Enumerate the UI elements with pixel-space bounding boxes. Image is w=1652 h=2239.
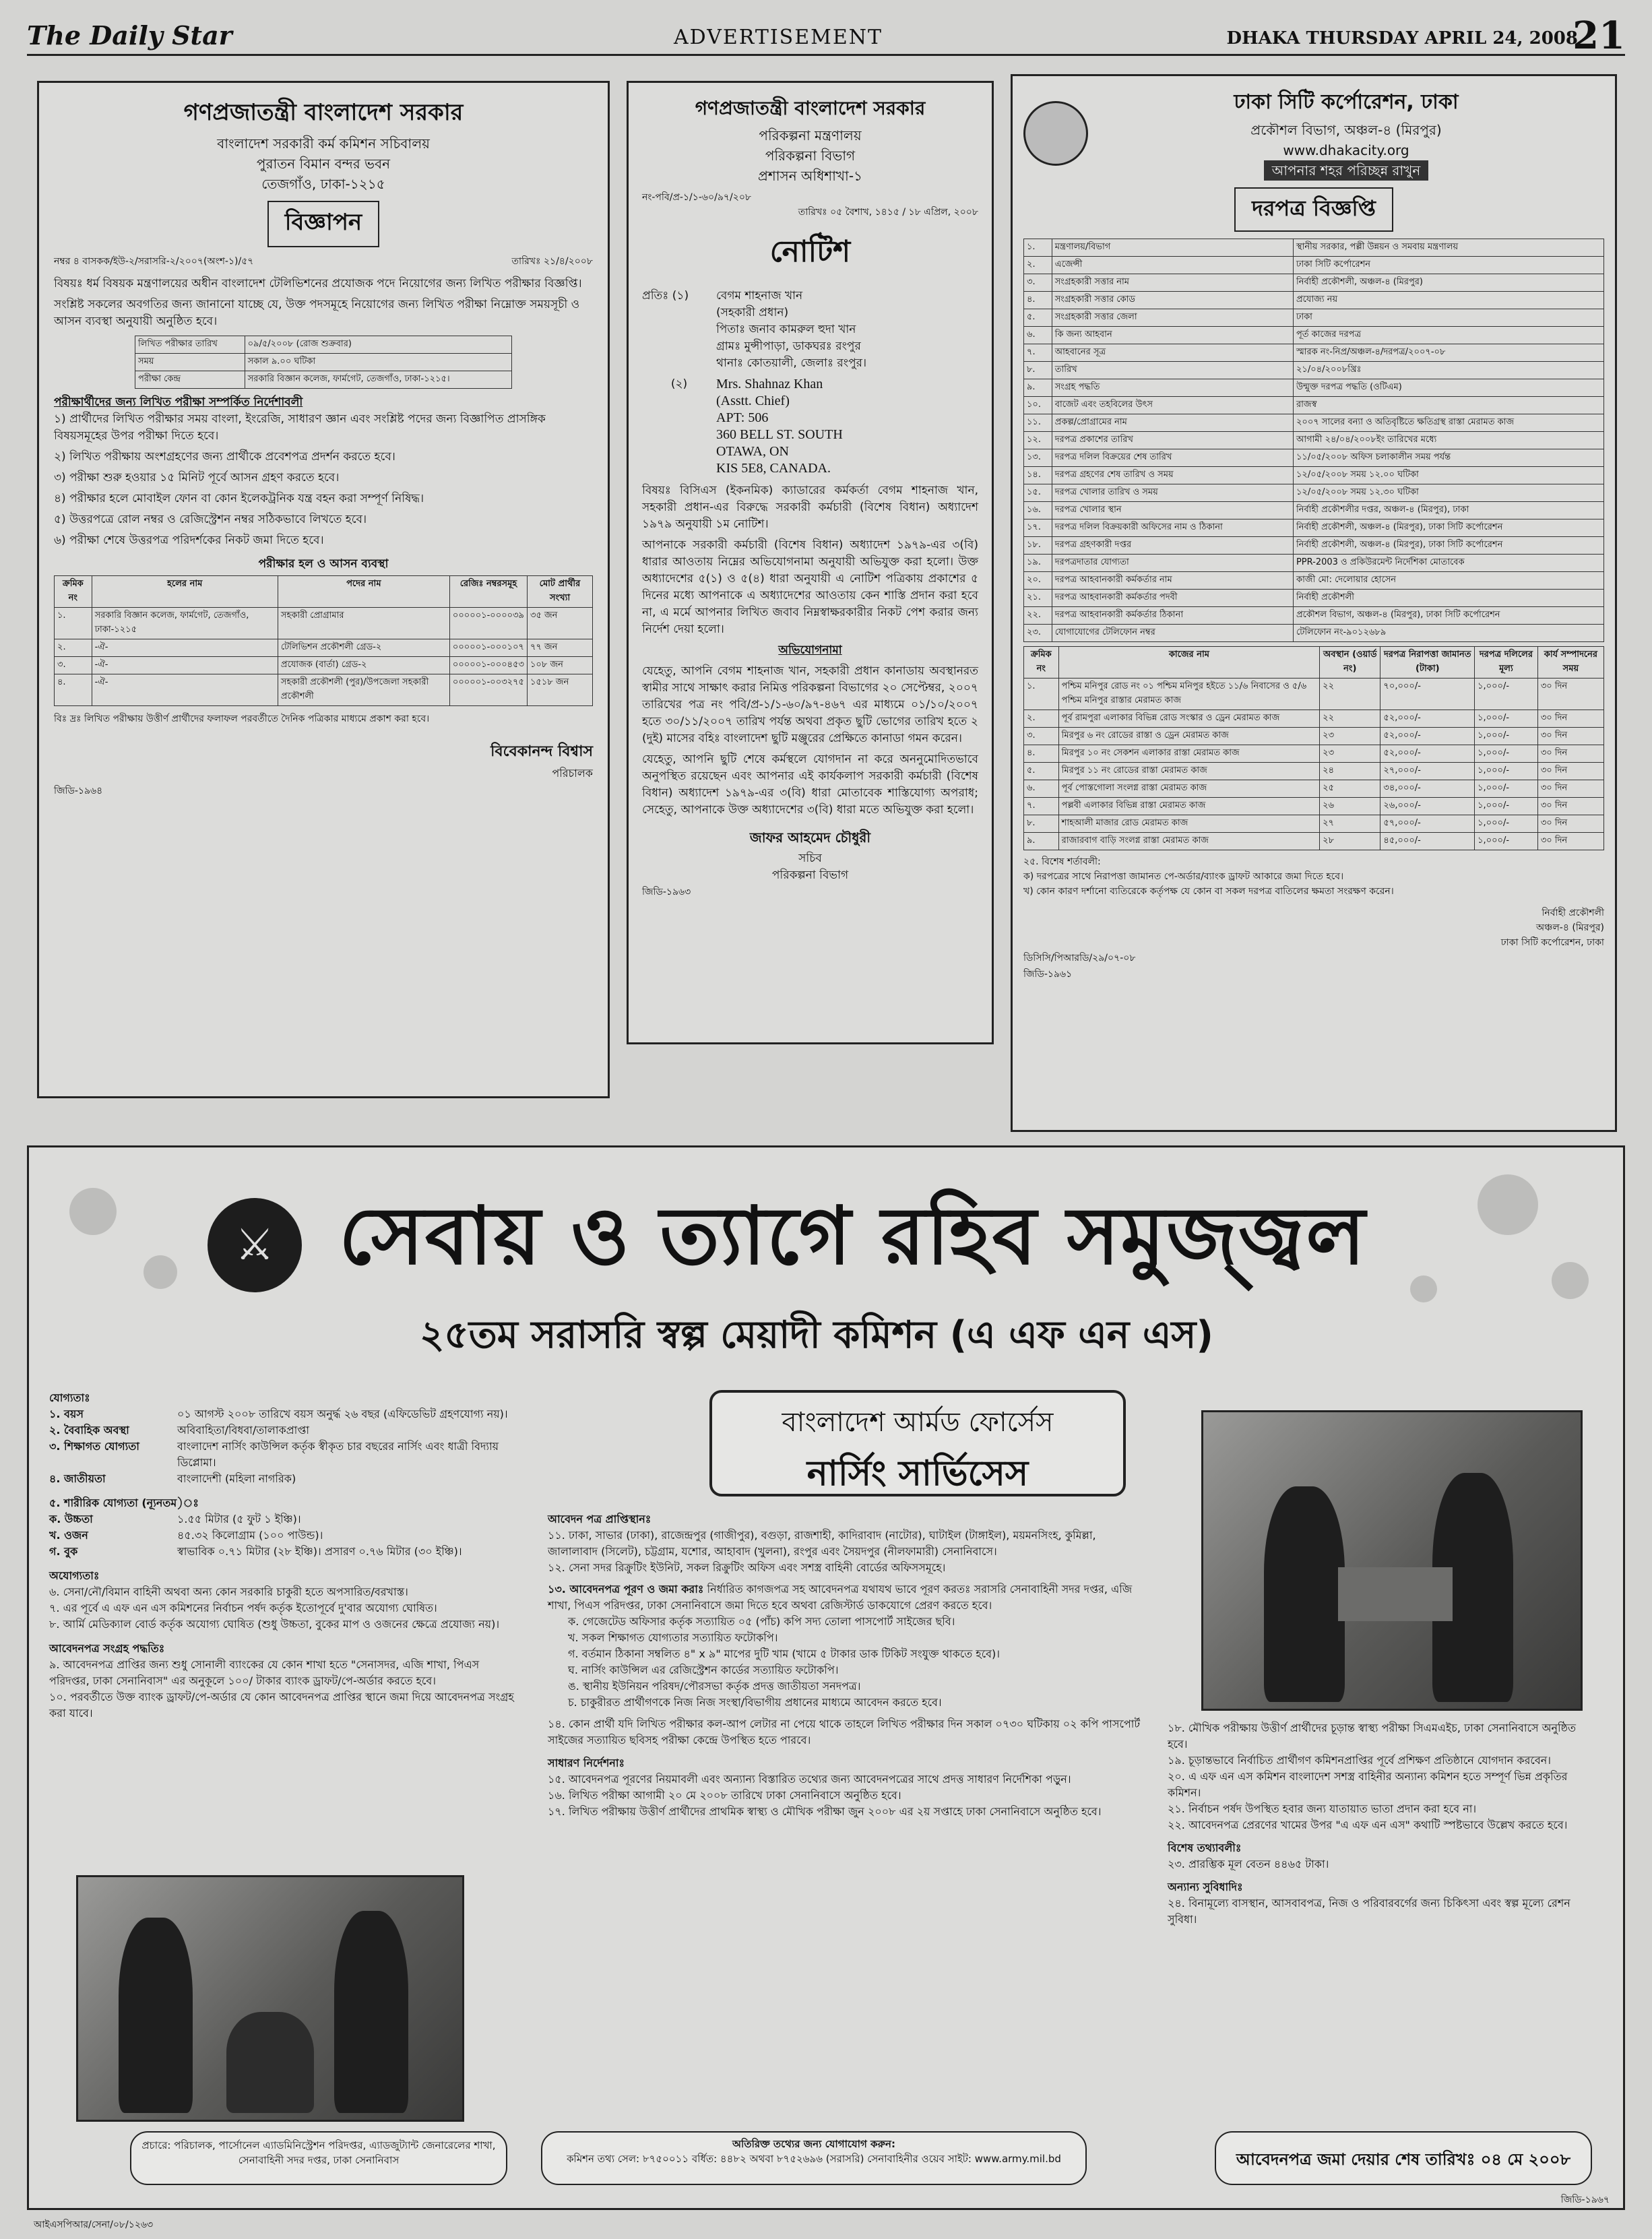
table-row: ১. পশ্চিম মনিপুর রোড নং ০১ পশ্চিম মনিপুর হইতে ১১/৬ নিবাসের ও ৫/৬ পশ্চিম মনিপুর রাস্তার মেরামত কাজ ২২ ৭০,০০০/- ১,০০০/- ৩০ দিন xyxy=(1024,679,1604,710)
commission-subtitle: ২৫তম সরাসরি স্বল্প মেয়াদী কমিশন (এ এফ এন এস) xyxy=(420,1313,1214,1357)
info-row: ৪. সংগ্রহকারী সত্তার কোড প্রযোজ্য নয় xyxy=(1024,292,1604,309)
recipient-line: (সহকারী প্রধান) xyxy=(716,306,789,319)
disq-item: ৬. সেনা/নৌ/বিমান বাহিনী অথবা অন্য কোন সরকারি চাকুরী হতে অপসারিত/বরখাস্ত। xyxy=(49,1585,408,1598)
notes-line: খ) কোন কারণ দর্শানো ব্যতিরেকে কর্তৃপক্ষ যে কোন বা সকল দরপত্র বাতিলের ক্ষমতা সংরক্ষণ করেন। xyxy=(1023,886,1394,897)
info-row: ৮. তারিখ ২১/০৪/২০০৮খ্রিঃ xyxy=(1024,362,1604,379)
nurses-at-work-photo xyxy=(1201,1410,1583,1711)
doc-item: ঘ. নার্সিং কাউন্সিল এর রেজিস্ট্রেশন কার্ডের সত্যায়িত ফটোকপি। xyxy=(568,1664,839,1676)
special-title: বিশেষ তথ্যাবলীঃ xyxy=(1168,1841,1242,1854)
notice-heading: নোটিশ xyxy=(769,234,851,269)
schedule-label: পরীক্ষা কেন্দ্র xyxy=(135,371,245,389)
eligibility-title: যোগ্যতাঃ xyxy=(49,1391,90,1404)
info-row: ১. মন্ত্রণালয়/বিভাগ স্থানীয় সরকার, পল্লী উন্নয়ন ও সমবায় মন্ত্রণালয় xyxy=(1024,239,1604,257)
dateline: DHAKA THURSDAY APRIL 24, 2008 xyxy=(1226,28,1578,49)
signer-title: সচিব xyxy=(798,852,822,865)
masthead xyxy=(27,13,1625,56)
notes-line: ২৫. বিশেষ শর্তাবলী: xyxy=(1023,856,1101,867)
instruction-item: ৬) পরীক্ষা শেষে উত্তরপত্র পরিদর্শকের নিকট জমা দিতে হবে। xyxy=(54,534,324,547)
right-item: ১৮. মৌখিক পরীক্ষায় উত্তীর্ণ প্রার্থীদের চূড়ান্ত স্বাস্থ্য পরীক্ষা সিএমএইচ, ঢাকা সেনানিবাসে অনুষ্ঠিত হবে। xyxy=(1168,1722,1577,1751)
army-emblem-icon: ⚔ xyxy=(208,1198,302,1292)
nurses-with-patient-photo xyxy=(76,1875,464,2122)
eligibility-row: ৪. জাতীয়তা বাংলাদেশী (মহিলা নাগরিক) xyxy=(49,1472,296,1485)
places-title: আবেদন পত্র প্রাপ্তিস্থানঃ xyxy=(548,1513,652,1525)
dept-name: প্রকৌশল বিভাগ, অঞ্চল-৪ (মিরপুর) xyxy=(1250,122,1442,138)
memo-date: তারিখঃ ২১/৪/২০০৮ xyxy=(511,256,593,267)
right-column xyxy=(1168,1720,1599,1928)
eligibility-row: ৩. শিক্ষাগত যোগ্যতা বাংলাদেশ নার্সিং কাউন্সিল কর্তৃক স্বীকৃত চার বছরের নার্সিং এবং ধাত্রী বিদ্যায় ডিপ্লোমা। xyxy=(49,1440,499,1469)
table-row: ৯. রাজারবাগ বাড়ি সংলগ্ন রাস্তা মেরামত কাজ ২৮ ৪৫,০০০/- ১,০০০/- ৩০ দিন xyxy=(1024,833,1604,850)
instruction-item: ২) লিখিত পরীক্ষায় অংশগ্রহণের জন্য প্রার্থীকে প্রবেশপত্র প্রদর্শন করতে হবে। xyxy=(54,450,395,464)
ispr-code: আইএসপিআর/সেনা/০৮/১২৬৩ xyxy=(34,2219,154,2230)
collect-title: আবেদনপত্র সংগ্রহ পদ্ধতিঃ xyxy=(49,1642,165,1655)
website: www.dhakacity.org xyxy=(1283,142,1409,158)
table-row: ৪. -ঐ- সহকারী প্রকৌশলী (পুর)/উপজেলা সহকারী প্রকৌশলী ০০০০০১-০০৩২৭৫ ১৫১৮ জন xyxy=(55,674,593,706)
benefits-title: অন্যান্য সুবিধাদিঃ xyxy=(1168,1881,1243,1893)
table-row: ৮. শাহআলী মাজার রোড মেরামত কাজ ২৭ ৫৭,০০০/- ১,০০০/- ৩০ দিন xyxy=(1024,815,1604,833)
notice-heading: দরপত্র বিজ্ঞপ্তি xyxy=(1234,187,1393,232)
gd-code: জিডি-১৯৬৭ xyxy=(1560,2195,1610,2205)
govt-title: গণপ্রজাতন্ত্রী বাংলাদেশ সরকার xyxy=(183,99,464,126)
special-text: ২৩. প্রারম্ভিক মূল বেতন ৪৪৬৫ টাকা। xyxy=(1168,1858,1329,1870)
info-row: ১৮. দরপত্র গ্রহণকারী দপ্তর নির্বাহী প্রকৌশলী, অঞ্চল-৪ (মিরপুর), ঢাকা সিটি কর্পোরেশন xyxy=(1024,537,1604,555)
recipient-line: পিতাঃ জনাব কামরুল হুদা খান xyxy=(716,323,856,336)
info-row: ৩. সংগ্রহকারী সত্তার নাম নির্বাহী প্রকৌশলী, অঞ্চল-৪ (মিরপুর) xyxy=(1024,274,1604,292)
body-para: বিষয়ঃ ধর্ম বিষয়ক মন্ত্রণালয়ের অধীন বাংলাদেশ টেলিভিশনের প্রযোজক পদে নিয়োগের জন্য লিখিত পরীক্ষার বিজ্ঞপ্তি। xyxy=(54,277,582,290)
recipient-line: KIS 5E8, CANADA. xyxy=(716,461,831,476)
schedule-label: লিখিত পরীক্ষার তারিখ xyxy=(135,336,245,354)
schedule-value: সরকারি বিজ্ঞান কলেজ, ফার্মগেট, তেজগাঁও, ঢাকা-১২১৫। xyxy=(245,371,511,389)
recipient-line: গ্রামঃ মুন্সীপাড়া, ডাকঘরঃ রংপুর xyxy=(716,340,861,353)
schedule-value: ০৯/৫/২০০৮ (রোজ শুক্রবার) xyxy=(245,336,511,354)
right-item: ২২. আবেদনপত্র প্রেরণের খামের উপর "এ এফ এন এস" কথাটি স্পষ্টভাবে উল্লেখ করতে হবে। xyxy=(1168,1819,1568,1831)
memo-date: তারিখঃ ০৫ বৈশাখ, ১৪১৫ / ১৮ এপ্রিল, ২০০৮ xyxy=(798,207,978,218)
recipient-block-english xyxy=(642,376,978,477)
physical-row: ক. উচ্চতা ১.৫৫ মিটার (৫ ফুট ১ ইঞ্চি)। xyxy=(49,1513,301,1525)
recipient-line: বেগম শাহনাজ খান xyxy=(716,289,803,303)
contact-title: অতিরিক্ত তথ্যের জন্য যোগাযোগ করুন: xyxy=(732,2138,895,2150)
right-item: ২১. নির্বাচন পর্ষদ উপস্থিত হবার জন্য যাতায়াত ভাতা প্রদান করা হবে না। xyxy=(1168,1802,1477,1815)
info-row: ৯. সংগ্রহ পদ্ধতি উন্মুক্ত দরপত্র পদ্ধতি (ওটিএম) xyxy=(1024,379,1604,397)
general-title: সাধারণ নির্দেশনাঃ xyxy=(548,1757,625,1769)
seat-table-title: পরীক্ষার হল ও আসন ব্যবস্থা xyxy=(258,557,389,571)
table-row: ১. সরকারি বিজ্ঞান কলেজ, ফার্মগেট, তেজগাঁও, ঢাকা-১২১৫ সহকারী প্রোগ্রামার ০০০০০১-০০০০৩৯ ৩৫ জন xyxy=(55,608,593,639)
collect-item: ১০. পরবর্তীতে উক্ত ব্যাংক ড্রাফট/পে-অর্ডার যে কোন আবেদনপত্র প্রাপ্তির স্থানে জমা দিয়ে আবেদনপত্র সংগ্রহ করা যাবে। xyxy=(49,1691,514,1720)
info-row: ২১. দরপত্র আহবানকারী কর্মকর্তার পদবী নির্বাহী প্রকৌশলী xyxy=(1024,590,1604,607)
psc-notice xyxy=(37,81,610,1098)
ministry-name: পরিকল্পনা মন্ত্রণালয় xyxy=(759,127,862,144)
info-row: ২২. দরপত্র আহবানকারী কর্মকর্তার ঠিকানা প্রকৌশল বিভাগ, অঞ্চল-৪ (মিরপুর), ঢাকা সিটি কর্পোরেশন xyxy=(1024,607,1604,625)
doc-item: খ. সকল শিক্ষাগত যোগ্যতার সত্যায়িত ফটোকপি। xyxy=(568,1631,778,1644)
city-slogan: আপনার শহর পরিচ্ছন্ন রাখুন xyxy=(1264,160,1429,181)
signer-org: ঢাকা সিটি কর্পোরেশন, ঢাকা xyxy=(1500,937,1604,948)
schedule-value: সকাল ৯.০০ ঘটিকা xyxy=(245,354,511,371)
section-label: ADVERTISEMENT xyxy=(674,26,883,49)
info-row: ১৬. দরপত্র খোলার স্থান নির্বাহী প্রকৌশলীর দপ্তর, অঞ্চল-৪ (মিরপুর), ঢাকা xyxy=(1024,502,1604,519)
info-row: ১৪. দরপত্র গ্রহণের শেষ তারিখ ও সময় ১২/০৫/২০০৮ সময় ১২.০০ ঘটিকা xyxy=(1024,467,1604,484)
doc-item: ঙ. স্থানীয় ইউনিয়ন পরিষদ/পৌরসভা কর্তৃক প্রদত্ত জাতীয়তা সনদপত্র। xyxy=(568,1680,861,1693)
dcc-seal-icon xyxy=(1023,101,1088,166)
dcc-tender-notice xyxy=(1011,74,1617,1132)
signer-title: নির্বাহী প্রকৌশলী xyxy=(1542,908,1604,918)
info-row: ২. এজেন্সী ঢাকা সিটি কর্পোরেশন xyxy=(1024,257,1604,274)
signer-title: পরিচালক xyxy=(552,767,593,780)
general-item: ১৫. আবেদনপত্র পূরণের নিয়মাবলী এবং অন্যান্য বিস্তারিত তথ্যের জন্য আবেদনপত্রের সাথে প্রদত্ত সাধারণ নির্দেশিকা পড়ুন। xyxy=(548,1773,1071,1786)
seat-table: ক্রমিক নং হলের নাম পদের নাম রেজিঃ নম্বরসমূহ মোট প্রার্থীর সংখ্যা ১. সরকারি বিজ্ঞান কলেজ, ফার্মগেট, তেজগাঁও, ঢাকা-১২১৫ সহকারী প্রোগ্রামার ০০০০০১-০০০০৩৯ ৩৫ জন ২. -ঐ- টেলিভিশন প্রকৌশলী গ্রেড-২ ০০০০০১-০০০১০৭ ৭৭ জন ৩. -ঐ- প্রযোজক (বার্তা) গ্রেড-২ ০০০০০১-০০০৪৫৩ ১০৮ জন ৪. -ঐ- সহকারী প্রকৌশলী (পুর)/উপজেলা সহকারী প্রকৌশলী ০০০০০১-০০৩২৭৫ ১৫১৮ জন xyxy=(54,575,593,706)
submit-text: নির্ধারিত কাগজপত্র সহ আবেদনপত্র যথাযথ ভাবে পূরণ করতঃ সরাসরি সেনাবাহিনী সদর দপ্তর, এজি শাখা, পিএস পরিদপ্তর, ঢাকা সেনানিবাসে জমা দিতে হবে অথবা রেজিস্টার্ড ডাকযোগে প্রেরণ করতে হবে। xyxy=(548,1583,1133,1612)
right-item: ২০. এ এফ এন এস কমিশন বাংলাদেশ সশস্ত্র বাহিনীর অন্যান্য কমিশন হতে সম্পূর্ণ ভিন্ন প্রকৃতির কমিশন। xyxy=(1168,1770,1568,1799)
service-line-2: নার্সিং সার্ভিসেস xyxy=(806,1453,1029,1494)
planning-notice xyxy=(627,81,994,1044)
tender-info-table xyxy=(1023,239,1604,642)
nursing-service-box xyxy=(709,1390,1126,1496)
subject: বিষয়ঃ বিসিএস (ইকনমিক) ক্যাডারের কর্মকর্তা বেগম শাহনাজ খান, সহকারী প্রধান-এর বিরুদ্ধে সরকারী কর্মচারী (বিশেষ বিধান) অধ্যাদেশ ১৯৭৯ অনুযায়ী ১ম নোটিশ। xyxy=(642,484,978,531)
exam-schedule xyxy=(135,336,512,389)
org-name: ঢাকা সিটি কর্পোরেশন, ঢাকা xyxy=(1234,90,1459,114)
office-address: তেজগাঁও, ঢাকা-১২১৫ xyxy=(261,176,385,192)
deadline-strip: আবেদনপত্র জমা দেয়ার শেষ তারিখঃ ০৪ মে ২০০৮ xyxy=(1215,2131,1592,2185)
info-row: ১০. বাজেট এবং তহবিলের উৎস রাজস্ব xyxy=(1024,397,1604,414)
contact-text: কমিশন তথ্য সেল: ৮৭৫০০১১ বর্ধিত: ৪৪৮২ অথবা ৮৭৫২৬৯৬ (সরাসরি) সেনাবাহিনীর ওয়েব সাইট: www.army.mil.bd xyxy=(567,2153,1061,2165)
gd-code: জিডি-১৯৬১ xyxy=(1023,969,1073,980)
newspaper-logo: The Daily Star xyxy=(27,20,232,51)
recipient-line: থানাঃ কোতয়ালী, জেলাঃ রংপুর। xyxy=(716,356,867,370)
item-14: ১৪. কোন প্রার্থী যদি লিখিত পরীক্ষার কল-আপ লেটার না পেয়ে থাকে তাহলে লিখিত পরীক্ষার দিন সকাল ০৭৩০ ঘটিকায় ০২ কপি পাসপোর্ট সাইজের সত্যায়িত ছবিসহ পরীক্ষা কেন্দ্রে উপস্থিত হতে পারবে। xyxy=(548,1717,1141,1746)
memo-number: নম্বর ৪ বাসকক/ইউ-২/সরাসরি-২/২০০৭(অংশ-১)/৫৭ xyxy=(54,256,254,267)
recipient-line: OTAWA, ON xyxy=(716,444,789,459)
instruction-item: ৩) পরীক্ষা শুরু হওয়ার ১৫ মিনিট পূর্বে আসন গ্রহণ করতে হবে। xyxy=(54,471,340,484)
table-row: ৫. মিরপুর ১১ নং রোডের রাস্তা মেরামত কাজ ২৪ ২৭,০০০/- ১,০০০/- ৩০ দিন xyxy=(1024,763,1604,780)
submit-title: ১৩. আবেদনপত্র পূরণ ও জমা করাঃ xyxy=(548,1583,704,1596)
info-row: ১৭. দরপত্র দলিল বিক্রয়কারী অফিসের নাম ও ঠিকানা নির্বাহী প্রকৌশলী, অঞ্চল-৪ (মিরপুর), ঢাকা সিটি কর্পোরেশন xyxy=(1024,519,1604,537)
doc-item: ক. গেজেটেড অফিসার কর্তৃক সত্যায়িত ০৫ (পাঁচ) কপি সদ্য তোলা পাসপোর্ট সাইজের ছবি। xyxy=(568,1615,955,1628)
place-item: ১২. সেনা সদর রিক্রুটিং ইউনিট, সকল রিক্রুটিং অফিস এবং সশস্ত্র বাহিনী বোর্ডের অফিসসমূহে। xyxy=(548,1561,946,1574)
general-item: ১৭. লিখিত পরীক্ষায় উত্তীর্ণ প্রার্থীদের প্রাথমিক স্বাস্থ্য ও মৌখিক পরীক্ষা জুন ২০০৮ এর ২য় সপ্তাহে ঢাকা সেনানিবাসে অনুষ্ঠিত হবে। xyxy=(548,1805,1102,1818)
physical-row: গ. বুক স্বাভাবিক ০.৭১ মিটার (২৮ ইঞ্চি)। প্রসারণ ০.৭৬ মিটার (৩০ ইঞ্চি)। xyxy=(49,1545,462,1558)
recipient-line: Mrs. Shahnaz Khan xyxy=(716,377,823,391)
recipient-line: (Asstt. Chief) xyxy=(716,393,790,408)
eligibility-row: ১. বয়স ০১ আগস্ট ২০০৮ তারিখে বয়স অনুর্দ্ধ ২৬ বছর (এফিডেভিট গ্রহণযোগ্য নয়)। xyxy=(49,1408,508,1420)
army-nursing-ad xyxy=(27,1145,1625,2210)
body-para: সংশ্লিষ্ট সকলের অবগতির জন্য জানানো যাচ্ছে যে, উক্ত পদসমূহে নিয়োগের জন্য লিখিত পরীক্ষা নিম্নোক্ত সময়সূচী ও আসন ব্যবস্থা অনুযায়ী অনুষ্ঠিত হবে। xyxy=(54,298,580,328)
signer-dept: অঞ্চল-৪ (মিরপুর) xyxy=(1536,922,1604,933)
info-row: ১২. দরপত্র প্রকাশের তারিখ আগামী ২৪/০৪/২০০৮ইং তারিখের মধ্যে xyxy=(1024,432,1604,449)
table-row: ৭. পল্লবী এলাকার বিভিন্ন রাস্তা মেরামত কাজ ২৬ ২৬,০০০/- ১,০০০/- ৩০ দিন xyxy=(1024,798,1604,815)
govt-title: গণপ্রজাতন্ত্রী বাংলাদেশ সরকার xyxy=(695,97,926,119)
disq-item: ৮. আর্মি মেডিক্যাল বোর্ড কর্তৃক অযোগ্য ঘোষিত (শুধু উচ্চতা, বুকের মাপ ও ওজনের ক্ষেত্রে প্রযোজ্য নয়)। xyxy=(49,1618,500,1631)
place-item: ১১. ঢাকা, সাভার (ঢাকা), রাজেন্দ্রপুর (গাজীপুর), বগুড়া, রাজশাহী, কাদিরাবাদ (নাটোর), ঘাটাইল (টাঙ্গাইল), ময়মনসিংহ, কুমিল্লা, জালালাবাদ (সিলেট), চট্টগ্রাম, যশোর, আহাবাদ (খুলনা), রংপুর এবং সৈয়দপুর (নীলফামারী) সেনানিবাসে। xyxy=(548,1529,1096,1558)
signer-dept: পরিকল্পনা বিভাগ xyxy=(771,869,849,882)
general-item: ১৬. লিখিত পরীক্ষা আগামী ২০ মে ২০০৮ তারিখে ঢাকা সেনানিবাসে অনুষ্ঠিত হবে। xyxy=(548,1789,901,1802)
instructions-list xyxy=(54,411,593,549)
disq-item: ৭. এর পূর্বে এ এফ এন এস কমিশনের নির্বাচন পর্ষদ কর্তৃক ইতোপূর্বে দু'বার অযোগ্য ঘোষিত। xyxy=(49,1602,437,1614)
eligibility-row: ২. বৈবাহিক অবস্থা অবিবাহিতা/বিধবা/তালাকপ্রাপ্তা xyxy=(49,1424,310,1437)
gd-code: জিডি-১৯৬৩ xyxy=(642,887,691,897)
info-row: ৫. সংগ্রহকারী সত্তার জেলা ঢাকা xyxy=(1024,309,1604,327)
charges-title: অভিযোগনামা xyxy=(778,643,842,657)
benefits-text: ২৪. বিনামূল্যে বাসস্থান, আসবাবপত্র, নিজ ও পরিবারবর্গের জন্য চিকিৎসা এবং স্বল্প মূল্যে রেশন সুবিধা। xyxy=(1168,1897,1570,1926)
info-row: ৬. কি জন্য আহবান পূর্ত কাজের দরপত্র xyxy=(1024,327,1604,344)
office-name: বাংলাদেশ সরকারী কর্ম কমিশন সচিবালয় xyxy=(217,135,430,152)
disqualification-title: অযোগ্যতাঃ xyxy=(49,1569,100,1582)
contact-strip xyxy=(541,2131,1087,2185)
info-row: ৭. আহবানের সূত্র স্মারক নং-নিপ্র/অঞ্চল-৪/দরপত্র/২০০৭-০৮ xyxy=(1024,344,1604,362)
table-row: ২. -ঐ- টেলিভিশন প্রকৌশলী গ্রেড-২ ০০০০০১-০০০১০৭ ৭৭ জন xyxy=(55,639,593,657)
body-para: যেহেতু, আপনি বেগম শাহনাজ খান, সহকারী প্রধান কানাডায় অবস্থানরত স্বামীর সাথে সাক্ষাৎ করার নিমিত্ত পরিকল্পনা বিভাগের ২০ সেপ্টেম্বর, ২০০৭ তারিখের পত্র নং পবি/প্র-১/১-৬০/৯৭-৪৬৭ এর মাধ্যমে ০১/১০/২০০৭ হতে ৩০/১১/২০০৭ তারিখ পর্যন্ত অথবা প্রকৃত ছুটি ভোগের তারিখ হতে ২ (দুই) মাসের বহিঃ বাংলাদেশ ছুটি মঞ্জুরের প্রেক্ষিতে কানাডা গমন করেন। xyxy=(642,664,978,745)
body-para: যেহেতু, আপনি ছুটি শেষে কর্মস্থলে যোগদান না করে অননুমোদিতভাবে অনুপস্থিত রয়েছেন এবং আপনার এই কার্যকলাপ সরকারী কর্মচারী (বিশেষ বিধান) অধ্যাদেশ ১৯৭৯-এর ৩(বি) ধারা মোতাবেক শাস্তিযোগ্য অপরাধ; সেহেতু, আপনাকে উক্ত অধ্যাদেশের ৩(বি) ধারা মতে অভিযুক্ত করা হলো। xyxy=(642,753,978,817)
body-para: আপনাকে সরকারী কর্মচারী (বিশেষ বিধান) অধ্যাদেশ ১৯৭৯-এর ৩(বি) ধারার আওতায় নিম্নের অভিযোগনামা অনুযায়ী অভিযুক্ত করা হলো। উক্ত অধ্যাদেশের ৫(১) ও ৫(৪) ধারা অনুযায়ী এ নোটিশ পত্রিকায় প্রকাশের ৫ দিনের মধ্যে আপনাকে এ অধ্যাদেশের আওতায় কেন শাস্তি প্রদান করা হবে না, এ মর্মে আপনার লিখিত জবাব নিম্নস্বাক্ষরকারীর নিকট পেশ করার জন্য নির্দেশ দেয়া হলো। xyxy=(642,538,978,636)
signer-name: বিবেকানন্দ বিশ্বাস xyxy=(490,743,593,760)
left-column xyxy=(49,1390,521,1722)
info-row: ১৩. দরপত্র দলিল বিক্রয়ের শেষ তারিখ ১১/০৫/২০০৮ অফিস চলাকালীন সময় পর্যন্ত xyxy=(1024,449,1604,467)
info-row: ২০. দরপত্র আহবানকারী কর্মকর্তার নাম কাজী মো: দেলোয়ার হোসেন xyxy=(1024,572,1604,590)
table-row: ২. পূর্ব রামপুরা এলাকার বিভিন্ন রোড সংস্কার ও ড্রেন মেরামত কাজ ২২ ৫২,০০০/- ১,০০০/- ৩০ দিন xyxy=(1024,710,1604,728)
table-row: ৩. মিরপুর ৬ নং রোডের রাস্তা ও ড্রেন মেরামত কাজ ২৩ ৫২,০০০/- ১,০০০/- ৩০ দিন xyxy=(1024,728,1604,745)
physical-title: ৫. শারীরিক যোগ্যতা (ন্যূনতম)ঃ xyxy=(49,1496,199,1509)
instructions-title: পরীক্ষার্থীদের জন্য লিখিত পরীক্ষা সম্পর্কিত নির্দেশাবলী xyxy=(54,396,303,409)
schedule-label: সময় xyxy=(135,354,245,371)
info-row: ২৩. যোগাযোগের টেলিফোন নম্বর টেলিফোন নং-৯০১২৬৮৯ xyxy=(1024,625,1604,642)
branch-name: প্রশাসন অধিশাখা-১ xyxy=(757,168,863,184)
info-row: ১৯. দরপত্রদাতার যোগ্যতা PPR-2003 ও প্রকিউরমেন্ট নির্দেশিকা মোতাবেক xyxy=(1024,555,1604,572)
table-row: ৪. মিরপুর ১০ নং সেকশন এলাকার রাস্তা মেরামত কাজ ২৩ ৫২,০০০/- ১,০০০/- ৩০ দিন xyxy=(1024,745,1604,763)
middle-column xyxy=(548,1511,1141,1820)
footnote: বিঃ দ্রঃ লিখিত পরীক্ষায় উত্তীর্ণ প্রার্থীদের ফলাফল পরবর্তীতে দৈনিক পত্রিকার মাধ্যমে প্রকাশ করা হবে। xyxy=(54,714,430,724)
page-number: 21 xyxy=(1572,13,1625,58)
table-row: ৬. পূর্ব পোস্তগোলা সংলগ্ন রাস্তা মেরামত কাজ ২৫ ৩৪,০০০/- ১,০০০/- ৩০ দিন xyxy=(1024,780,1604,798)
instruction-item: ৫) উত্তরপত্রে রোল নম্বর ও রেজিস্ট্রেশন নম্বর সঠিকভাবে লিখতে হবে। xyxy=(54,513,367,526)
service-line-1: বাংলাদেশ আর্মড ফোর্সেস xyxy=(782,1407,1054,1438)
signer-name: জাফর আহমেদ চৌধুরী xyxy=(749,829,871,846)
gd-code: জিডি-১৯৬৪ xyxy=(54,786,103,796)
recipient-block xyxy=(642,288,978,372)
doc-item: গ. বর্তমান ঠিকানা সম্বলিত ৪" x ৯" মাপের দুটি খাম (খামে ৫ টাকার ডাক টিকিট সংযুক্ত থাকতে হবে)। xyxy=(568,1647,1000,1660)
info-row: ১১. প্রকল্প/প্রোগ্রামের নাম ২০০৭ সালের বন্যা ও অতিবৃষ্টিতে ক্ষতিগ্রস্থ রাস্তা মেরামত কাজ xyxy=(1024,414,1604,432)
division-name: পরিকল্পনা বিভাগ xyxy=(765,148,856,164)
building-name: পুরাতন বিমান বন্দর ভবন xyxy=(256,156,391,172)
ref-code: ডিসিসি/পিআরডি/২৯/০৭-০৮ xyxy=(1023,953,1136,964)
memo-number: নং-পবি/প্র-১/১-৬০/৯৭/২০৮ xyxy=(642,192,752,203)
instruction-item: ১) প্রার্থীদের লিখিত পরীক্ষার সময় বাংলা, ইংরেজি, সাধারণ জ্ঞান এবং সংশ্লিষ্ট পদের জন্য বিজ্ঞাপিত প্রাসঙ্গিক বিষয়সমূহের উপর পরীক্ষা দিতে হবে। xyxy=(54,412,546,443)
right-item: ১৯. চূড়ান্তভাবে নির্বাচিত প্রার্থীগণ কমিশনপ্রাপ্তির পূর্বে প্রশিক্ষণ প্রতিষ্ঠানে যোগদান করবেন। xyxy=(1168,1754,1552,1767)
work-table: ক্রমিক নং কাজের নাম অবস্থান (ওয়ার্ড নং) দরপত্র নিরাপত্তা জামানত (টাকা) দরপত্র দলিলের মূল্য কার্য সম্পাদনের সময় ১. পশ্চিম মনিপুর রোড নং ০১ পশ্চিম মনিপুর হইতে ১১/৬ নিবাসের ও ৫/৬ পশ্চিম মনিপুর রাস্তার মেরামত কাজ ২২ ৭০,০০০/- ১,০০০/- ৩০ দিন ২. পূর্ব রামপুরা এলাকার বিভিন্ন রোড সংস্কার ও ড্রেন মেরামত কাজ ২২ ৫২,০০০/- ১,০০০/- ৩০ দিন ৩. মিরপুর ৬ নং রোডের রাস্তা ও ড্রেন মেরামত কাজ ২৩ ৫২,০০০/- ১,০০০/- ৩০ দিন ৪. মিরপুর ১০ নং সেকশন এলাকার রাস্তা মেরামত কাজ ২৩ ৫২,০০০/- ১,০০০/- ৩০ দিন ৫. মিরপুর ১১ নং রোডের রাস্তা মেরামত কাজ ২৪ ২৭,০০০/- ১,০০০/- ৩০ দিন ৬. পূর্ব পোস্তগোলা সংলগ্ন রাস্তা মেরামত কাজ ২৫ ৩৪,০০০/- ১,০০০/- ৩০ দিন ৭. পল্লবী এলাকার বিভিন্ন রাস্তা মেরামত কাজ ২৬ ২৬,০০০/- ১,০০০/- ৩০ দিন ৮. শাহআলী মাজার রোড মেরামত কাজ ২৭ ৫৭,০০০/- ১,০০০/- ৩০ দিন ৯. রাজারবাগ বাড়ি সংলগ্ন রাস্তা মেরামত কাজ ২৮ ৪৫,০০০/- ১,০০০/- ৩০ দিন xyxy=(1023,646,1604,850)
doc-item: চ. চাকুরীরত প্রার্থীগণকে নিজ নিজ সংস্থা/বিভাগীয় প্রধানের মাধ্যমে আবেদন করতে হবে। xyxy=(568,1696,942,1709)
notes-line: ক) দরপত্রের সাথে নিরাপত্তা জামানত পে-অর্ডার/ব্যাংক ড্রাফট আকারে জমা দিতে হবে। xyxy=(1023,871,1344,882)
to-label: প্রতিঃ (১) xyxy=(642,289,689,303)
to-label: (২) xyxy=(670,377,688,391)
info-row: ১৫. দরপত্র খোলার তারিখ ও সময় ১২/০৫/২০০৮ সময় ১২.৩০ ঘটিকা xyxy=(1024,484,1604,502)
recipient-line: 360 BELL ST. SOUTH xyxy=(716,427,843,442)
physical-row: খ. ওজন ৪৫.৩২ কিলোগ্রাম (১০০ পাউন্ড)। xyxy=(49,1529,323,1542)
collect-item: ৯. আবেদনপত্র প্রাপ্তির জন্য শুধু সোনালী ব্যাংকের যে কোন শাখা হতে "সেনাসদর, এজি শাখা, পিএস পরিদপ্তর, ঢাকা সেনানিবাস" এর অনুকূলে ১০০/ টাকার ব্যাংক ড্রাফট/পে-অর্ডার করতে হবে। xyxy=(49,1658,480,1687)
publisher-strip: প্রচারে: পরিচালক, পার্সোনেল এ্যাডমিনিস্ট্রেশন পরিদপ্তর, এ্যাডজুট্যান্ট জেনারেলের শাখা, সেনাবাহিনী সদর দপ্তর, ঢাকা সেনানিবাস xyxy=(130,2131,507,2185)
army-slogan: সেবায় ও ত্যাগে রহিব সমুজ্জ্বল xyxy=(339,1189,1367,1282)
instruction-item: ৪) পরীক্ষার হলে মোবাইল ফোন বা কোন ইলেকট্রনিক যন্ত্র বহন করা সম্পূর্ণ নিষিদ্ধ। xyxy=(54,492,424,505)
recipient-line: APT: 506 xyxy=(716,410,769,425)
table-row: ৩. -ঐ- প্রযোজক (বার্তা) গ্রেড-২ ০০০০০১-০০০৪৫৩ ১০৮ জন xyxy=(55,657,593,674)
notice-heading: বিজ্ঞাপন xyxy=(267,201,379,247)
